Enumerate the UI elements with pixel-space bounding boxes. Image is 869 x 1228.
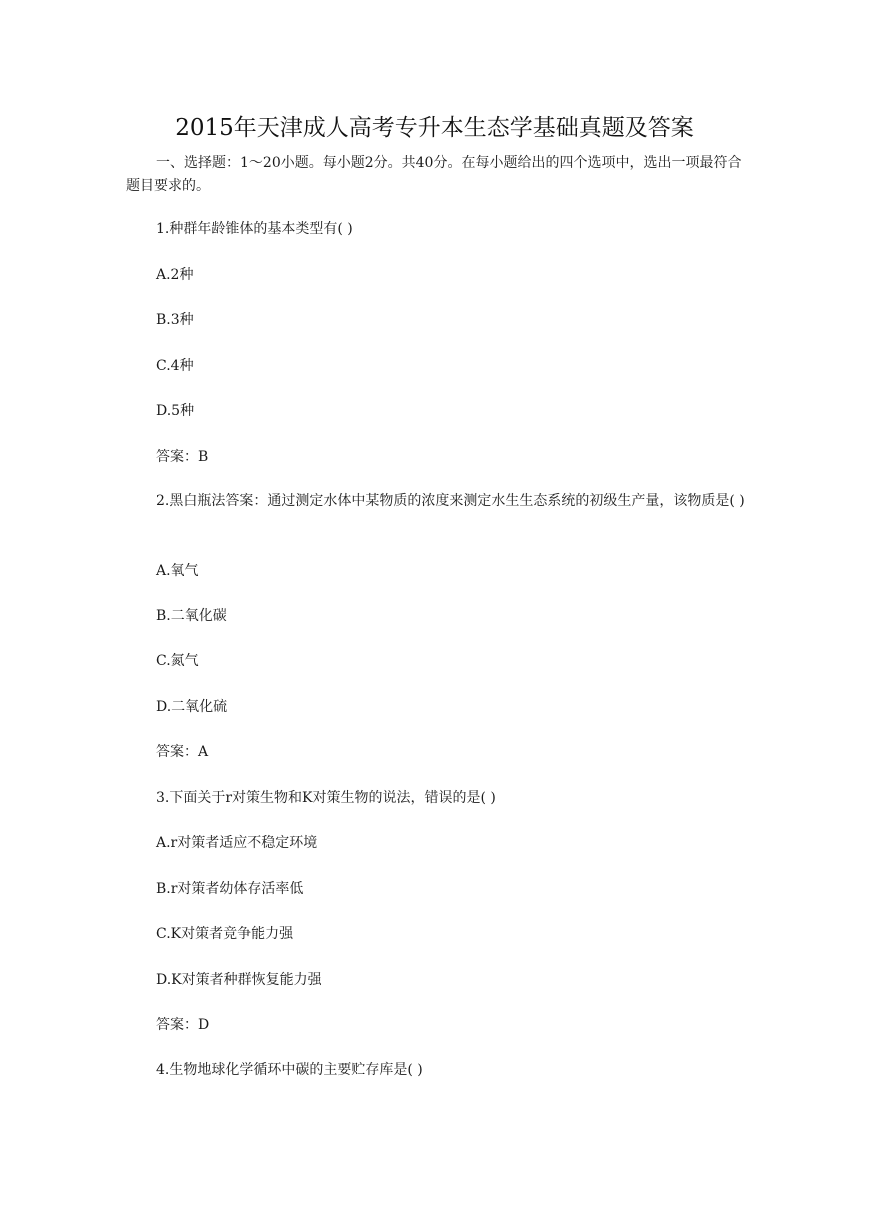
option-c: C.K对策者竞争能力强 (156, 926, 294, 942)
question-stem: 2.黑白瓶法答案：通过测定水体中某物质的浓度来测定水生生态系统的初级生产量，该物质是( ) (156, 493, 745, 509)
section-intro: 一、选择题：1～20小题。每小题2分。共40分。在每小题给出的四个选项中，选出一项最符合题目要求的。 (126, 155, 742, 194)
option-b: B.3种 (156, 312, 194, 328)
question-stem: 3.下面关于r对策生物和K对策生物的说法，错误的是( ) (156, 790, 496, 806)
question-stem: 1.种群年龄锥体的基本类型有( ) (156, 221, 353, 237)
option-a: A.2种 (156, 267, 194, 283)
option-c: C.氮气 (156, 653, 199, 669)
option-b: B.r对策者幼体存活率低 (156, 881, 304, 897)
option-b: B.二氧化碳 (156, 608, 227, 624)
document-title: 2015年天津成人高考专升本生态学基础真题及答案 (175, 115, 694, 141)
option-c: C.4种 (156, 358, 194, 374)
question-stem: 4.生物地球化学循环中碳的主要贮存库是( ) (156, 1062, 423, 1078)
option-d: D.5种 (156, 403, 195, 419)
answer: 答案：D (156, 1017, 210, 1033)
option-a: A.氧气 (156, 563, 199, 579)
option-a: A.r对策者适应不稳定环境 (156, 835, 318, 851)
answer: 答案：A (156, 744, 209, 760)
answer: 答案：B (156, 449, 209, 465)
option-d: D.二氧化硫 (156, 699, 228, 715)
option-d: D.K对策者种群恢复能力强 (156, 972, 322, 988)
